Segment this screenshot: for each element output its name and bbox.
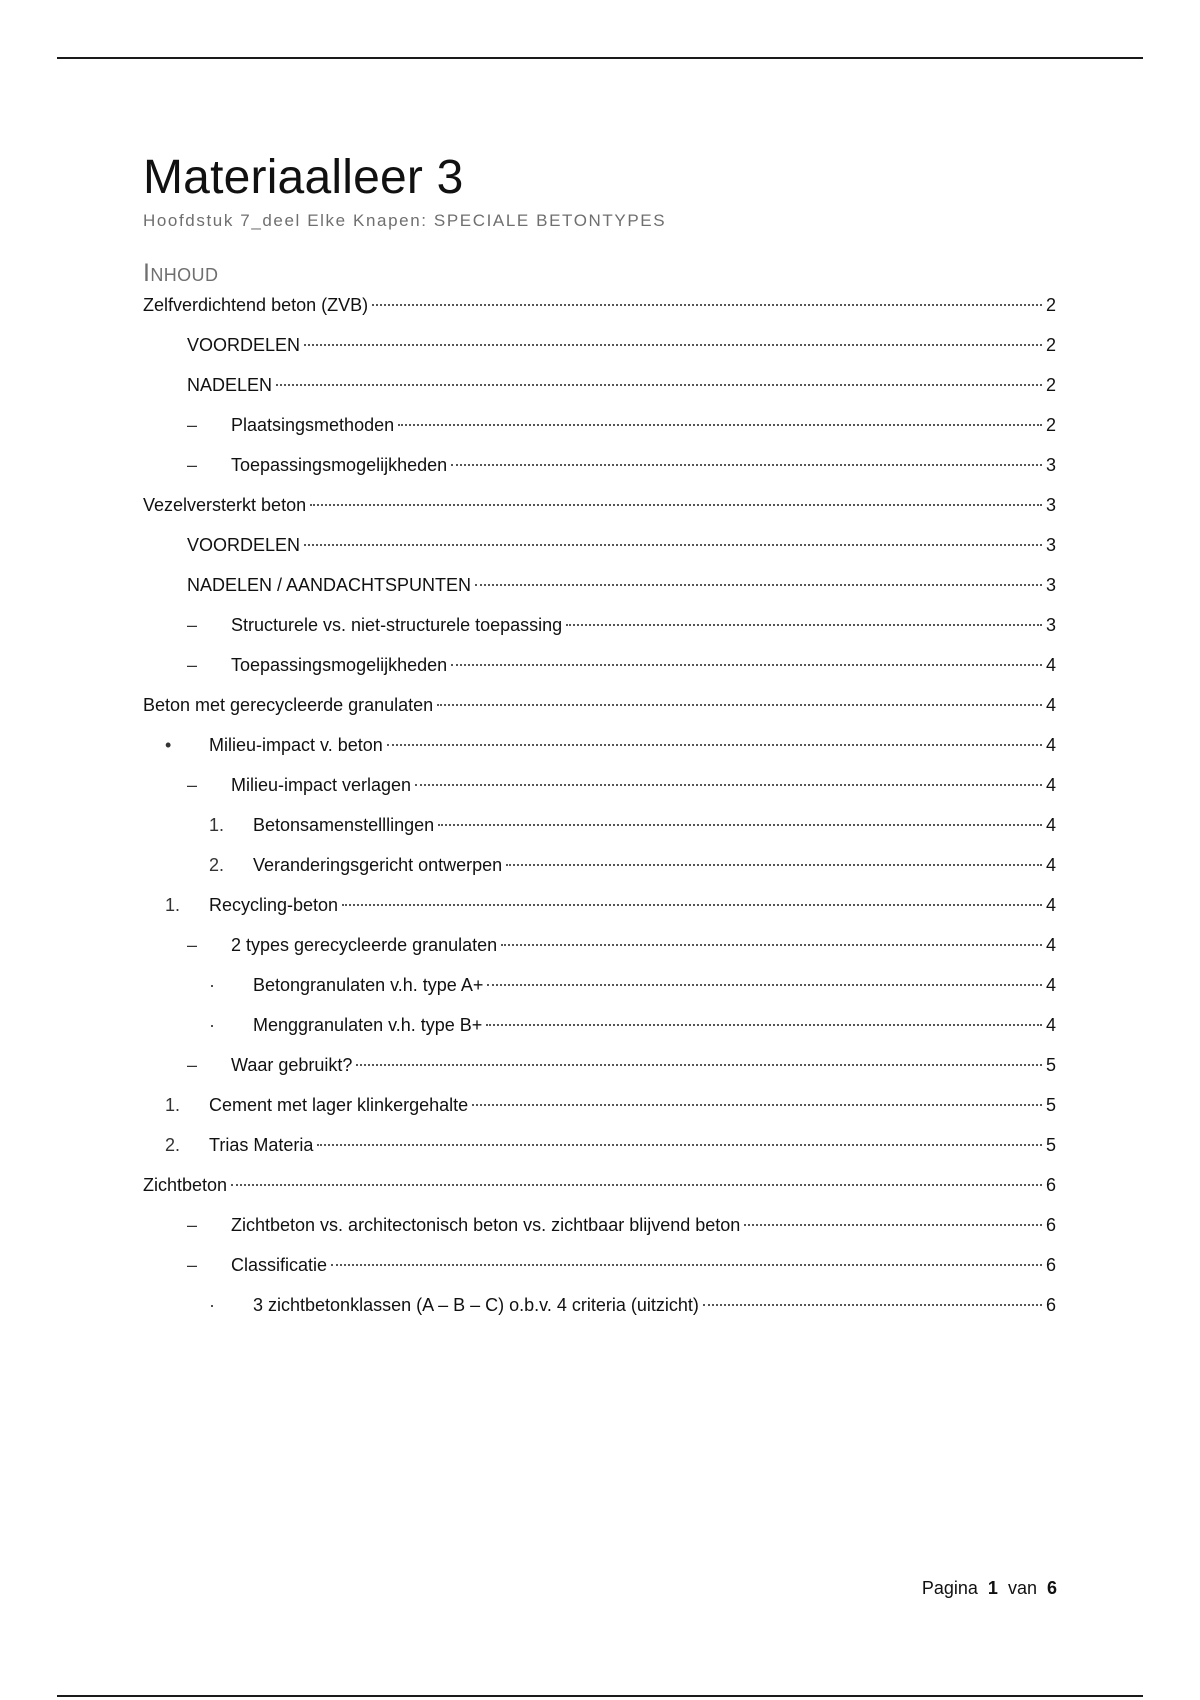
toc-entry[interactable] — [143, 454, 1056, 494]
toc-entry-label: Toepassingsmogelijkheden — [231, 655, 448, 675]
toc-entry[interactable] — [143, 1134, 1056, 1174]
toc-entry-label: NADELEN — [187, 375, 273, 395]
toc-entry[interactable] — [143, 854, 1056, 894]
toc-dot-leader — [317, 1144, 1042, 1146]
toc-dot-leader — [566, 624, 1042, 626]
toc-entry[interactable] — [143, 334, 1056, 374]
toc-dot-leader — [310, 504, 1042, 506]
toc-entry[interactable] — [143, 974, 1056, 1014]
toc-entry-label: Trias Materia — [209, 1135, 314, 1155]
toc-dot-leader — [475, 584, 1042, 586]
footer-total-pages: 6 — [1046, 1578, 1057, 1598]
toc-entry[interactable] — [143, 494, 1056, 534]
toc-entry[interactable] — [143, 734, 1056, 774]
toc-dot-leader — [231, 1184, 1042, 1186]
toc-dot-leader — [372, 304, 1042, 306]
toc-entry[interactable] — [143, 1174, 1056, 1214]
toc-entry-label: Betongranulaten v.h. type A+ — [253, 975, 484, 995]
toc-entry-marker: – — [187, 615, 198, 635]
toc-entry[interactable] — [143, 1214, 1056, 1254]
toc-entry[interactable] — [143, 894, 1056, 934]
toc-entry[interactable] — [143, 774, 1056, 814]
toc-entry-page-number: 4 — [1045, 855, 1056, 875]
toc-dot-leader — [342, 904, 1042, 906]
toc-entry-label: Milieu-impact verlagen — [231, 775, 412, 795]
toc-entry[interactable] — [143, 1254, 1056, 1294]
toc-entry-marker: 1. — [165, 1095, 181, 1115]
toc-entry-label: VOORDELEN — [187, 535, 301, 555]
toc-entry-marker: 1. — [209, 815, 225, 835]
toc-entry-label: Toepassingsmogelijkheden — [231, 455, 448, 475]
toc-entry-marker: – — [187, 775, 198, 795]
toc-entry-page-number: 6 — [1045, 1215, 1056, 1235]
toc-entry-label: Waar gebruikt? — [231, 1055, 353, 1075]
toc-heading: Inhoud — [143, 259, 219, 287]
toc-entry-marker: · — [209, 1295, 215, 1315]
toc-dot-leader — [486, 1024, 1042, 1026]
toc-entry-label: 3 zichtbetonklassen (A – B – C) o.b.v. 4 criteria (uitzicht) — [253, 1295, 699, 1315]
toc-dot-leader — [437, 704, 1042, 706]
toc-entry-label: VOORDELEN — [187, 335, 301, 355]
toc-entry-label: Cement met lager klinkergehalte — [209, 1095, 469, 1115]
toc-entry-marker: – — [187, 655, 198, 675]
toc-entry[interactable] — [143, 374, 1056, 414]
toc-entry-marker: – — [187, 455, 198, 475]
toc-entry-marker: – — [187, 935, 198, 955]
toc-entry-page-number: 4 — [1045, 775, 1056, 795]
toc-entry-marker: • — [165, 735, 172, 755]
toc-entry-label: Veranderingsgericht ontwerpen — [253, 855, 503, 875]
toc-entry-marker: 1. — [165, 895, 181, 915]
document-body — [143, 150, 1056, 1334]
document-title: Materiaalleer 3 — [143, 151, 464, 204]
toc-entry[interactable] — [143, 694, 1056, 734]
toc-entry-label: Zichtbeton vs. architectonisch beton vs. zichtbaar blijvend beton — [231, 1215, 741, 1235]
toc-entry[interactable] — [143, 654, 1056, 694]
toc-entry-page-number: 3 — [1045, 455, 1056, 475]
toc-entry[interactable] — [143, 1054, 1056, 1094]
toc-entry[interactable] — [143, 534, 1056, 574]
toc-dot-leader — [398, 424, 1042, 426]
toc-dot-leader — [703, 1304, 1042, 1306]
toc-dot-leader — [331, 1264, 1042, 1266]
toc-entry-label: Betonsamenstelllingen — [253, 815, 435, 835]
toc-dot-leader — [304, 544, 1042, 546]
toc-entry-page-number: 5 — [1045, 1135, 1056, 1155]
toc-dot-leader — [304, 344, 1042, 346]
toc-dot-leader — [451, 664, 1042, 666]
toc-entry-page-number: 3 — [1045, 575, 1056, 595]
toc-entry-page-number: 4 — [1045, 935, 1056, 955]
table-of-contents — [143, 294, 1056, 1334]
toc-entry-page-number: 4 — [1045, 815, 1056, 835]
toc-entry-label: Zelfverdichtend beton (ZVB) — [143, 295, 369, 315]
toc-entry-marker: – — [187, 1255, 198, 1275]
toc-entry-page-number: 5 — [1045, 1095, 1056, 1115]
toc-entry-page-number: 2 — [1045, 375, 1056, 395]
toc-entry-page-number: 4 — [1045, 975, 1056, 995]
toc-entry-marker: – — [187, 415, 198, 435]
toc-entry-marker: 2. — [165, 1135, 181, 1155]
toc-entry-label: Classificatie — [231, 1255, 328, 1275]
toc-entry-label: Beton met gerecycleerde granulaten — [143, 695, 434, 715]
toc-dot-leader — [472, 1104, 1042, 1106]
footer-current-page: 1 — [987, 1578, 998, 1598]
toc-entry[interactable] — [143, 414, 1056, 454]
toc-dot-leader — [276, 384, 1042, 386]
toc-dot-leader — [356, 1064, 1042, 1066]
toc-entry[interactable] — [143, 294, 1056, 334]
footer-rule — [57, 1695, 1143, 1697]
toc-entry-marker: – — [187, 1215, 198, 1235]
toc-entry-label: Structurele vs. niet-structurele toepassing — [231, 615, 563, 635]
toc-dot-leader — [506, 864, 1042, 866]
toc-entry-marker: · — [209, 1015, 215, 1035]
toc-entry[interactable] — [143, 1294, 1056, 1334]
toc-entry-label: Milieu-impact v. beton — [209, 735, 383, 755]
toc-entry-page-number: 4 — [1045, 895, 1056, 915]
toc-entry[interactable] — [143, 934, 1056, 974]
toc-entry-page-number: 6 — [1045, 1255, 1056, 1275]
toc-entry-label: Plaatsingsmethoden — [231, 415, 395, 435]
toc-entry-page-number: 4 — [1045, 695, 1056, 715]
toc-entry-page-number: 6 — [1045, 1175, 1056, 1195]
toc-dot-leader — [451, 464, 1042, 466]
toc-entry-page-number: 2 — [1045, 335, 1056, 355]
toc-dot-leader — [438, 824, 1042, 826]
toc-entry-page-number: 3 — [1045, 615, 1056, 635]
toc-dot-leader — [744, 1224, 1042, 1226]
toc-entry-marker: – — [187, 1055, 198, 1075]
page-footer — [922, 1578, 1057, 1599]
toc-entry[interactable] — [143, 574, 1056, 614]
toc-entry[interactable] — [143, 1094, 1056, 1134]
toc-entry[interactable] — [143, 614, 1056, 654]
footer-prefix: Pagina — [921, 1578, 978, 1598]
toc-entry-page-number: 4 — [1045, 1015, 1056, 1035]
toc-entry-label: Menggranulaten v.h. type B+ — [253, 1015, 483, 1035]
toc-entry-marker: 2. — [209, 855, 225, 875]
footer-middle: van — [1007, 1578, 1037, 1598]
toc-dot-leader — [415, 784, 1042, 786]
toc-entry-page-number: 5 — [1045, 1055, 1056, 1075]
document-subtitle: Hoofdstuk 7_deel Elke Knapen: SPECIALE BETONTYPES — [143, 211, 667, 230]
toc-entry-label: Recycling-beton — [209, 895, 339, 915]
toc-entry-label: 2 types gerecycleerde granulaten — [231, 935, 498, 955]
toc-entry-marker: · — [209, 975, 215, 995]
toc-entry-page-number: 4 — [1045, 655, 1056, 675]
toc-entry-label: NADELEN / AANDACHTSPUNTEN — [187, 575, 472, 595]
toc-entry[interactable] — [143, 1014, 1056, 1054]
toc-entry-label: Vezelversterkt beton — [143, 495, 307, 515]
toc-entry-page-number: 3 — [1045, 535, 1056, 555]
toc-entry-label: Zichtbeton — [143, 1175, 228, 1195]
header-rule — [57, 57, 1143, 59]
toc-entry-page-number: 4 — [1045, 735, 1056, 755]
toc-dot-leader — [501, 944, 1042, 946]
toc-entry[interactable] — [143, 814, 1056, 854]
toc-entry-page-number: 3 — [1045, 495, 1056, 515]
toc-dot-leader — [487, 984, 1042, 986]
toc-entry-page-number: 2 — [1045, 295, 1056, 315]
toc-entry-page-number: 2 — [1045, 415, 1056, 435]
toc-entry-page-number: 6 — [1045, 1295, 1056, 1315]
toc-dot-leader — [387, 744, 1042, 746]
